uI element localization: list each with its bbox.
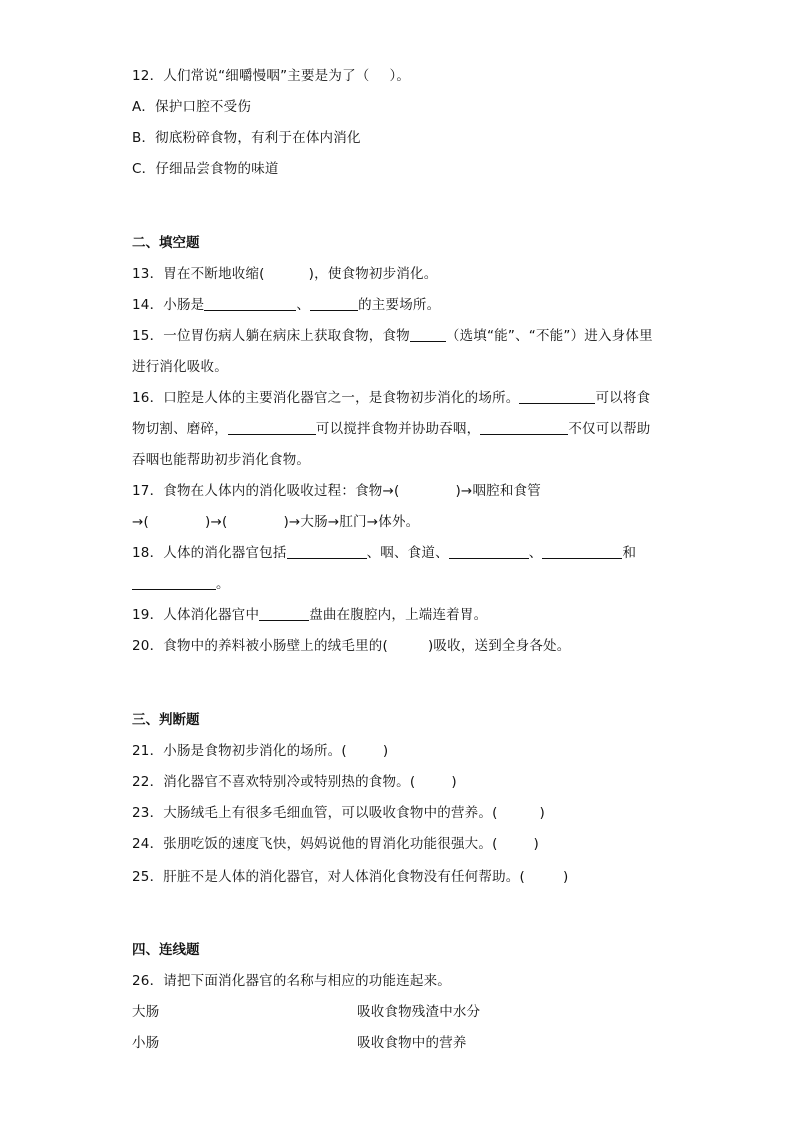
q22-b: ): [451, 774, 457, 790]
q24-a: 24．张朋吃饭的速度飞快，妈妈说他的胃消化功能很强大。(: [132, 836, 498, 852]
q16-blank-1[interactable]: [519, 389, 595, 404]
q12-stem-b: ）。: [389, 68, 411, 84]
question-16: [132, 389, 650, 407]
q19-blank[interactable]: [259, 606, 309, 621]
q17-c: →(: [132, 514, 149, 530]
q15-b: （选填“能”、“不能”）进入身体里: [445, 328, 653, 344]
q16-e: 不仅可以帮助: [568, 421, 651, 437]
question-12: [132, 67, 410, 85]
q17-b: )→咽腔和食管: [455, 483, 541, 499]
q16-blank-3[interactable]: [480, 420, 568, 435]
q21-b: ): [382, 743, 389, 759]
q18-b: 、咽、食道、: [366, 545, 449, 561]
q18-blank-4[interactable]: [132, 575, 216, 590]
q17-a: 17．食物在人体内的消化吸收过程：食物→(: [132, 483, 400, 499]
q17-d: )→(: [204, 514, 228, 530]
q23-a: 23．大肠绒毛上有很多毛细血管，可以吸收食物中的营养。(: [132, 805, 498, 821]
q12-stem-a: 12．人们常说“细嚼慢咽”主要是为了（: [132, 68, 370, 84]
q18-blank-1[interactable]: [287, 544, 367, 559]
question-20: [132, 637, 570, 655]
q15-a: 15．一位胃伤病人躺在病床上获取食物，食物: [132, 328, 410, 344]
q18-d: 和: [622, 545, 637, 561]
question-26: 26．请把下面消化器官的名称与相应的功能连起来。: [132, 973, 451, 989]
q20-a: 20．食物中的养料被小肠壁上的绒毛里的(: [132, 638, 388, 654]
question-22: [132, 773, 457, 791]
q14-b: 、: [296, 297, 311, 313]
q15-continued: 进行消化吸收。: [132, 359, 228, 375]
q18-blank-3[interactable]: [542, 544, 622, 559]
q18-line-2: [132, 575, 230, 593]
q14-blank-1[interactable]: [204, 296, 296, 311]
section-2-heading: 二、填空题: [132, 235, 200, 251]
question-25: [132, 868, 568, 886]
q14-a: 14．小肠是: [132, 297, 205, 313]
q25-b: ): [562, 869, 569, 885]
q16-blank-2[interactable]: [228, 420, 316, 435]
match-function[interactable]: 吸收食物中的营养: [357, 1035, 467, 1051]
question-17: [132, 482, 541, 500]
q19-a: 19．人体消化器官中: [132, 607, 260, 623]
question-23: [132, 804, 545, 822]
q13-a: 13．胃在不断地收缩(: [132, 266, 265, 282]
question-21: [132, 742, 388, 760]
match-row: [132, 1034, 467, 1052]
q23-b: ): [539, 805, 546, 821]
q16-d: 可以搅拌食物并协助吞咽，: [315, 421, 481, 437]
match-row: [132, 1003, 481, 1021]
question-14: [132, 296, 440, 314]
q16-b: 可以将食: [595, 390, 651, 406]
q21-a: 21．小肠是食物初步消化的场所。(: [132, 743, 347, 759]
q16-line-2: [132, 420, 651, 438]
section-4-heading: 四、连线题: [132, 942, 200, 958]
question-13: [132, 265, 437, 283]
question-24: [132, 835, 539, 853]
q22-a: 22．消化器官不喜欢特别冷或特别热的食物。(: [132, 774, 416, 790]
q15-blank[interactable]: [410, 327, 446, 342]
match-organ[interactable]: 小肠: [132, 1035, 160, 1051]
q18-blank-2[interactable]: [449, 544, 529, 559]
q12-option-c: C．仔细品尝食物的味道: [132, 161, 279, 177]
q18-a: 18．人体的消化器官包括: [132, 545, 287, 561]
match-function[interactable]: 吸收食物残渣中水分: [357, 1004, 481, 1020]
q19-b: 盘曲在腹腔内，上端连着胃。: [309, 607, 488, 623]
q14-c: 的主要场所。: [358, 297, 441, 313]
q13-b: )，使食物初步消化。: [308, 266, 438, 282]
question-19: [132, 606, 487, 624]
q25-a: 25．肝脏不是人体的消化器官，对人体消化食物没有任何帮助。(: [132, 869, 525, 885]
q17-e: )→大肠→肛门→体外。: [283, 514, 420, 530]
q16-line-3: 吞咽也能帮助初步消化食物。: [132, 452, 311, 468]
q18-e: 。: [216, 576, 230, 592]
q16-a: 16．口腔是人体的主要消化器官之一，是食物初步消化的场所。: [132, 390, 520, 406]
q16-c: 物切割、磨碎，: [132, 421, 228, 437]
q18-c: 、: [528, 545, 543, 561]
q24-b: ): [533, 836, 540, 852]
question-18: [132, 544, 636, 562]
q12-option-a: A．保护口腔不受伤: [132, 99, 252, 115]
section-3-heading: 三、判断题: [132, 712, 200, 728]
match-organ[interactable]: 大肠: [132, 1004, 160, 1020]
question-15: [132, 327, 653, 345]
q14-blank-2[interactable]: [310, 296, 358, 311]
q20-b: )吸收，送到全身各处。: [427, 638, 571, 654]
q12-option-b: B．彻底粉碎食物，有利于在体内消化: [132, 130, 361, 146]
q17-line-2: [132, 513, 419, 531]
